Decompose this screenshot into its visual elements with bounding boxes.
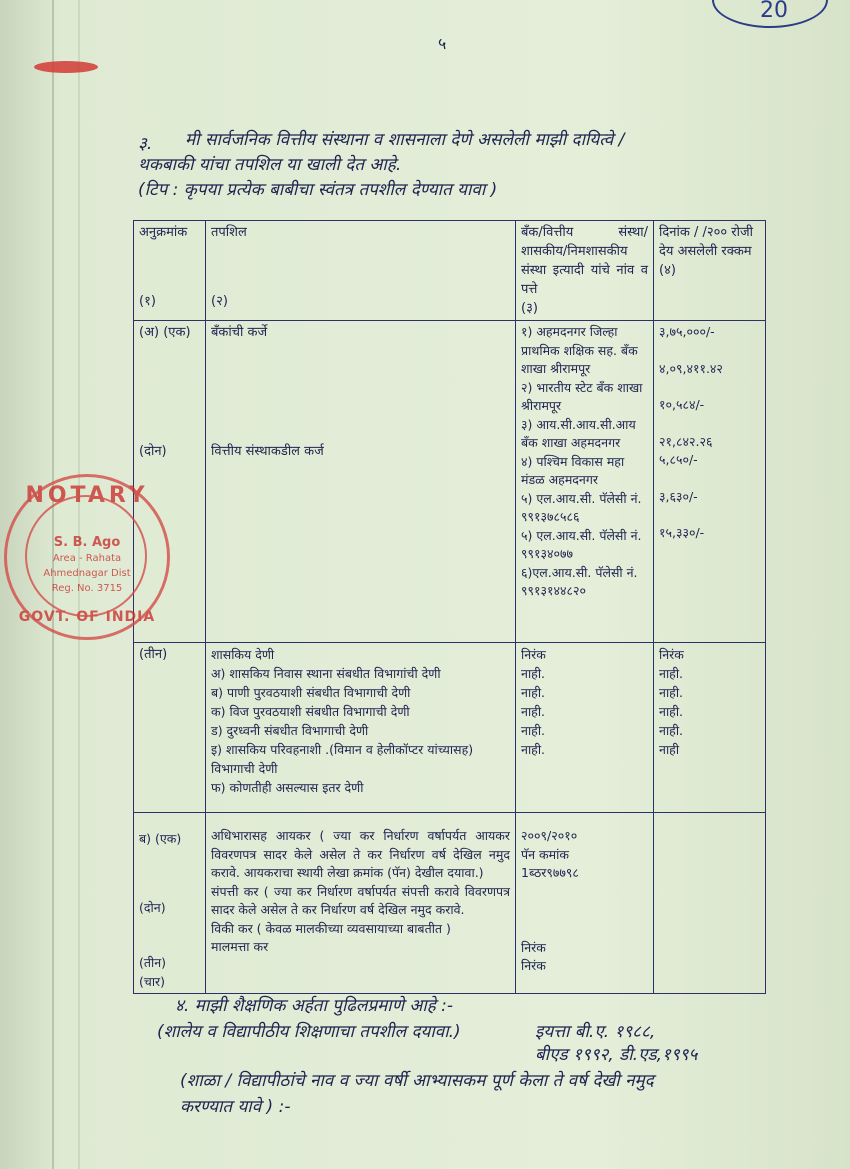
lenders-cell xyxy=(516,321,654,643)
list-item: १) अहमदनगर जिल्हा प्राथमिक शक्षिक सह. बँक शाखा श्रीरामपूर xyxy=(521,324,638,376)
table-row: (तीन) शासकिय देणी अ) शासकिय निवास स्थाना संबधीत विभागांची देणी ब) पाणी पुरवठयाशी संबधीत विभागाची देणी क) विज पुरवठयाशी संबधीत विभागाची देणी ड) दुरध्वनी संबधीत विभागाची देणी इ) शासकिय परिवहनाशी .(विमान व हेलीकॉप्टर यांच्यासह) विभागाची देणी फ) कोणतीही असल्यास इतर देणी निरंक नाही. नाही. नाही. नाही. नाही. निरंक नाही. नाही. नाही. नाही. नाही xyxy=(134,643,766,813)
notary-stamp: NOTARY S. B. Ago Area - Rahata Ahmednagar Dist Reg. No. 3715 GOVT. OF INDIA xyxy=(4,474,170,640)
section-4-line4: करण्यात यावे ) :- xyxy=(180,1097,291,1117)
amount: १०,५८४/- xyxy=(659,397,705,412)
section-3-line2: थकबाकी यांचा तपशिल या खाली देत आहे. xyxy=(138,155,402,175)
list-item: फ) कोणतीही असल्यास इतर देणी xyxy=(211,780,364,795)
liabilities-table xyxy=(133,220,766,994)
amount: ५,८५०/- xyxy=(659,452,698,467)
section-3-line1: मी सार्वजनिक वित्तीय संस्थाना व शासनाला देणे असलेली माझी दायित्वे / xyxy=(185,130,625,150)
amount: १५,३३०/- xyxy=(659,525,705,540)
punch-mark xyxy=(34,61,98,73)
header-serial: अनुक्रमांक (१) xyxy=(134,221,206,321)
amount: ४,०९,४११.४२ xyxy=(659,360,723,376)
education-answer-2: बीएड १९९२, डी.एड,१९९५ xyxy=(535,1045,698,1065)
amount: २१,८४२.२६ xyxy=(659,433,713,449)
list-item: ३) आय.सी.आय.सी.आय बँक शाखा अहमदनगर xyxy=(521,416,636,450)
list-item: ब) पाणी पुरवठयाशी संबधीत विभागाची देणी xyxy=(211,685,411,700)
header-details: तपशिल (२) xyxy=(206,221,516,321)
section-4-subheading: (शालेय व विद्यापीठीय शिक्षणाचा तपशील दयावा.) xyxy=(157,1022,461,1042)
amounts-cell xyxy=(654,321,766,643)
page-number: ५ xyxy=(438,34,447,53)
amount: ३,६३०/- xyxy=(659,488,698,504)
page-circle-mark: 20 xyxy=(712,0,828,28)
list-item: अ) शासकिय निवास स्थाना संबधीत विभागांची देणी xyxy=(211,666,441,681)
table-row: ब) (एक) (दोन) (तीन) (चार) अधिभारासह आयकर ( ज्या कर निर्धारण वर्षापर्यत आयकर विवरणपत्र सादर केले असेल ते कर निर्धारण वर्ष देखिल नमुद करावे. आयकराचा स्थायी लेखा क्रमांक (पॅन) देखील दयावा.) संपत्ती कर ( ज्या कर निर्धारण वर्षापर्यत संपत्ती करावे विवरणपत्र सादर केले असेल ते कर निर्धारण वर्ष देखिल नमुद करावे. विकी कर ( केवळ मालकीच्या व्यवसायाच्या बाबतीत ) मालमत्ता कर २००९/२०१० पॅन कमांक 1ब्ठर९७७९८ निरंक निरंक xyxy=(134,813,766,994)
list-item: ४) पश्चिम विकास महा मंडळ अहमदनगर xyxy=(521,453,625,487)
header-amount: दिनांक / /२०० रोजी देय असलेली रक्कम (४) xyxy=(654,221,766,321)
section-3-number: ३. xyxy=(138,134,153,154)
education-answer-1: इयत्ता बी.ए. १९८८, xyxy=(535,1022,656,1042)
section-4-heading: ४. माझी शैक्षणिक अर्हता पुढिलप्रमाणे आहे :- xyxy=(175,996,454,1016)
table-row: (अ) (एक) (दोन) बँकांची कर्जे वित्तीय संस्थाकडील कर्ज १) अहमदनगर जिल्हा प्राथमिक शक्षिक सह. बँक शाखा श्रीरामपूर २) भारतीय स्टेट बँक शाखा श्रीरामपूर ३) आय.सी.आय.सी.आय बँक शाखा अहमदनगर ४) पश्चिम विकास महा मंडळ अहमदनगर ५) एल.आय.सी. पॅलेसी नं. ९९१३७८५८६ ५) एल.आय.सी. पॅलेसी नं. ९९१३४०७७ ६)एल.आय.सी. पॅलेसी नं. ९९१३१४४८२० ३,७५,०००/- ४,०९,४११.४२ १०,५८४/- २१,८४२.२६ ५,८५०/- ३,६३०/- १५,३३०/- xyxy=(134,321,766,643)
list-item: ५) एल.आय.सी. पॅलेसी नं. ९९१३७८५८६ xyxy=(521,490,642,524)
list-item: इ) शासकिय परिवहनाशी .(विमान व हेलीकॉप्टर यांच्यासह) विभागाची देणी xyxy=(211,742,474,776)
amount: ३,७५,०००/- xyxy=(659,324,715,339)
list-item: क) विज पुरवठयाशी संबधीत विभागाची देणी xyxy=(211,704,410,719)
list-item: २) भारतीय स्टेट बँक शाखा श्रीरामपूर xyxy=(521,379,643,413)
header-institution: बँक/वित्तीय संस्था/ शासकीय/निमशासकीय संस्था इत्यादी यांचे नांव व पत्ते (३) xyxy=(516,221,654,321)
list-item: ६)एल.आय.सी. पॅलेसी नं. ९९१३१४४८२० xyxy=(521,564,638,598)
section-3-note: (टिप : कृपया प्रत्येक बाबीचा स्वंतत्र तपशील देण्यात यावा ) xyxy=(138,180,498,200)
list-item: ५) एल.आय.सी. पॅलेसी नं. ९९१३४०७७ xyxy=(521,527,642,561)
section-4-line3: (शाळा / विद्यापीठांचे नाव व ज्या वर्षी आभ्यासकम पूर्ण केला ते वर्ष देखी नमुद xyxy=(180,1071,654,1091)
list-item: ड) दुरध्वनी संबधीत विभागाची देणी xyxy=(211,723,369,738)
table-header-row xyxy=(134,221,766,321)
